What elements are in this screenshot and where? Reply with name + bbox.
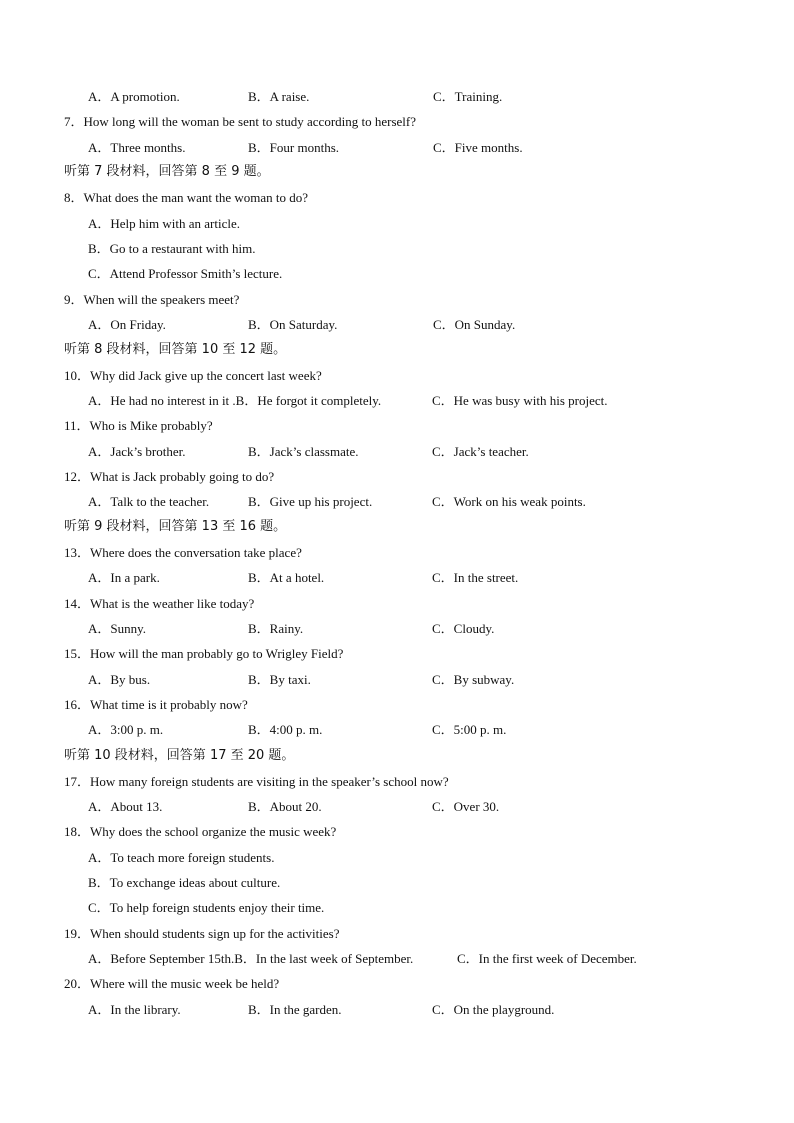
section-heading-8: 听第 8 段材料，回答第 10 至 12 题。 xyxy=(64,342,287,357)
q11-stem: 11．Who is Mike probably? xyxy=(64,418,213,433)
q10-stem: 10．Why did Jack give up the concert last week? xyxy=(64,368,322,383)
q9-stem: 9．When will the speakers meet? xyxy=(64,292,240,307)
q18-option-a: A．To teach more foreign students. xyxy=(88,850,275,865)
q7-stem: 7．How long will the woman be sent to study according to herself? xyxy=(64,114,417,129)
q6-option-c: C．Training. xyxy=(433,89,503,104)
q8-option-b: B．Go to a restaurant with him. xyxy=(88,241,256,256)
q16-option-a: A．3:00 p. m. xyxy=(88,722,164,737)
q10-option-ab: A．He had no interest in it .B．He forgot it completely. xyxy=(88,393,382,408)
q12-option-c: C．Work on his weak points. xyxy=(432,494,586,509)
q6-option-a: A．A promotion. xyxy=(88,89,180,104)
q14-option-b: B．Rainy. xyxy=(248,621,304,636)
q12-option-b: B．Give up his project. xyxy=(248,494,373,509)
q20-option-b: B．In the garden. xyxy=(248,1002,342,1017)
q7-option-a: A．Three months. xyxy=(88,140,186,155)
q12-stem: 12．What is Jack probably going to do? xyxy=(64,469,275,484)
q14-stem: 14．What is the weather like today? xyxy=(64,596,255,611)
q7-option-b: B．Four months. xyxy=(248,140,340,155)
q15-stem: 15．How will the man probably go to Wrigley Field? xyxy=(64,646,344,661)
q8-option-a: A．Help him with an article. xyxy=(88,216,240,231)
q18-option-c: C．To help foreign students enjoy their time. xyxy=(88,900,325,915)
q16-option-c: C．5:00 p. m. xyxy=(432,722,507,737)
q19-option-c: C．In the first week of December. xyxy=(457,951,637,966)
q15-option-c: C．By subway. xyxy=(432,672,515,687)
q9-option-a: A．On Friday. xyxy=(88,317,166,332)
section-heading-9: 听第 9 段材料，回答第 13 至 16 题。 xyxy=(64,519,287,534)
q17-option-c: C．Over 30. xyxy=(432,799,500,814)
section-heading-7: 听第 7 段材料，回答第 8 至 9 题。 xyxy=(64,164,270,179)
q19-option-ab: A．Before September 15th.B．In the last week of September. xyxy=(88,951,414,966)
q16-stem: 16．What time is it probably now? xyxy=(64,697,248,712)
q9-option-b: B．On Saturday. xyxy=(248,317,338,332)
section-heading-10: 听第 10 段材料，回答第 17 至 20 题。 xyxy=(64,748,295,763)
q13-option-a: A．In a park. xyxy=(88,570,160,585)
q19-stem: 19．When should students sign up for the activities? xyxy=(64,926,340,941)
q13-option-b: B．At a hotel. xyxy=(248,570,325,585)
q17-option-a: A．About 13. xyxy=(88,799,163,814)
q18-option-b: B．To exchange ideas about culture. xyxy=(88,875,281,890)
q11-option-c: C．Jack’s teacher. xyxy=(432,444,529,459)
q6-option-b: B．A raise. xyxy=(248,89,310,104)
q20-option-c: C．On the playground. xyxy=(432,1002,555,1017)
q13-option-c: C．In the street. xyxy=(432,570,519,585)
q17-stem: 17．How many foreign students are visiting in the speaker’s school now? xyxy=(64,774,449,789)
q16-option-b: B．4:00 p. m. xyxy=(248,722,323,737)
q8-option-c: C．Attend Professor Smith’s lecture. xyxy=(88,266,283,281)
q9-option-c: C．On Sunday. xyxy=(433,317,516,332)
q11-option-a: A．Jack’s brother. xyxy=(88,444,186,459)
q8-stem: 8．What does the man want the woman to do? xyxy=(64,190,309,205)
q14-option-a: A．Sunny. xyxy=(88,621,147,636)
q20-option-a: A．In the library. xyxy=(88,1002,181,1017)
q13-stem: 13．Where does the conversation take place? xyxy=(64,545,302,560)
q12-option-a: A．Talk to the teacher. xyxy=(88,494,210,509)
q7-option-c: C．Five months. xyxy=(433,140,523,155)
q14-option-c: C．Cloudy. xyxy=(432,621,495,636)
q11-option-b: B．Jack’s classmate. xyxy=(248,444,359,459)
q17-option-b: B．About 20. xyxy=(248,799,322,814)
q15-option-a: A．By bus. xyxy=(88,672,151,687)
q15-option-b: B．By taxi. xyxy=(248,672,311,687)
q10-option-c: C．He was busy with his project. xyxy=(432,393,608,408)
q20-stem: 20．Where will the music week be held? xyxy=(64,976,280,991)
q18-stem: 18．Why does the school organize the music week? xyxy=(64,824,337,839)
